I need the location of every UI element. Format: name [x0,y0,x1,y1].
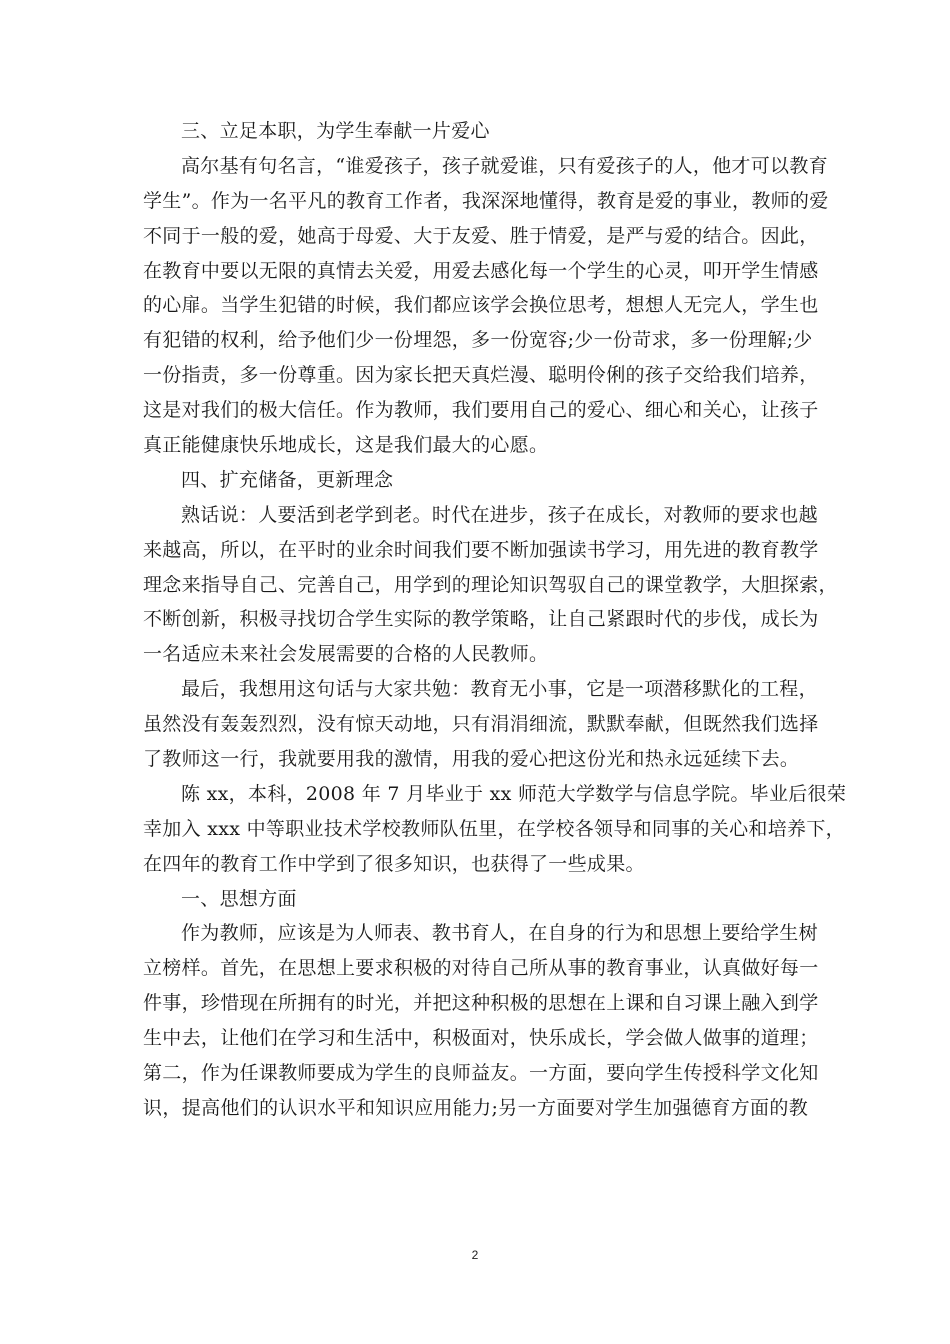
paragraph-line: 识，提高他们的认识水平和知识应用能力;另一方面要对学生加强德育方面的教 [143,1096,808,1119]
paragraph-line: 学生”。作为一名平凡的教育工作者，我深深地懂得，教育是爱的事业，教师的爱 [143,189,829,212]
paragraph-line: 在教育中要以无限的真情去关爱，用爱去感化每一个学生的心灵，叩开学生情感 [143,259,819,282]
paragraph-line: 生中去，让他们在学习和生活中，积极面对，快乐成长，学会做人做事的道理； [143,1027,819,1050]
document-page [143,114,847,1126]
paragraph-line: 真正能健康快乐地成长，这是我们最大的心愿。 [143,434,549,457]
paragraph-line: 最后，我想用这句话与大家共勉：教育无小事，它是一项潜移默化的工程， [181,678,818,701]
page-number: 2 [471,1248,479,1262]
paragraph-line: 不同于一般的爱，她高于母爱、大于友爱、胜于情爱，是严与爱的结合。因此， [143,224,819,247]
paragraph-line: 来越高，所以，在平时的业余时间我们要不断加强读书学习，用先进的教育教学 [143,538,819,561]
section-heading-4: 四、扩充储备，更新理念 [181,468,394,491]
paragraph-line: 一份指责，多一份尊重。因为家长把天真烂漫、聪明伶俐的孩子交给我们培养， [143,364,819,387]
paragraph-line: 件事，珍惜现在所拥有的时光，并把这种积极的思想在上课和自习课上融入到学 [143,992,819,1015]
paragraph-line: 在四年的教育工作中学到了很多知识，也获得了一些成果。 [143,852,645,875]
paragraph-line: 高尔基有句名言，“谁爱孩子，孩子就爱谁，只有爱孩子的人，他才可以教育 [181,154,828,177]
paragraph-line: 一名适应未来社会发展需要的合格的人民教师。 [143,643,549,666]
paragraph-line: 幸加入 xxx 中等职业技术学校教师队伍里，在学校各领导和同事的关心和培养下， [143,817,845,840]
paragraph-line: 的心扉。当学生犯错的时候，我们都应该学会换位思考，想想人无完人，学生也 [143,294,819,317]
paragraph-line: 陈 xx，本科，2008 年 7 月毕业于 xx 师范大学数学与信息学院。毕业后很荣 [181,782,847,805]
paragraph-line: 第二，作为任课教师要成为学生的良师益友。一方面，要向学生传授科学文化知 [143,1062,819,1085]
section-heading-1: 一、思想方面 [181,887,297,910]
paragraph-line: 了教师这一行，我就要用我的激情，用我的爱心把这份光和热永远延续下去。 [143,748,800,771]
paragraph-line: 立榜样。首先，在思想上要求积极的对待自己所从事的教育事业，认真做好每一 [143,957,819,980]
paragraph-line: 理念来指导自己、完善自己，用学到的理论知识驾驭自己的课堂教学，大胆探索， [143,573,838,596]
paragraph-line: 不断创新，积极寻找切合学生实际的教学策略，让自己紧跟时代的步伐，成长为 [143,608,819,631]
paragraph-line: 熟话说：人要活到老学到老。时代在进步，孩子在成长，对教师的要求也越 [181,503,818,526]
paragraph-line: 这是对我们的极大信任。作为教师，我们要用自己的爱心、细心和关心，让孩子 [143,399,819,422]
section-heading-3: 三、立足本职，为学生奉献一片爱心 [181,120,490,142]
paragraph-line: 有犯错的权利，给予他们少一份埋怨，多一份宽容;少一份苛求，多一份理解;少 [143,329,813,352]
paragraph-line: 虽然没有轰轰烈烈，没有惊天动地，只有涓涓细流，默默奉献，但既然我们选择 [143,713,819,736]
paragraph-line: 作为教师，应该是为人师表、教书育人，在自身的行为和思想上要给学生树 [181,922,818,945]
